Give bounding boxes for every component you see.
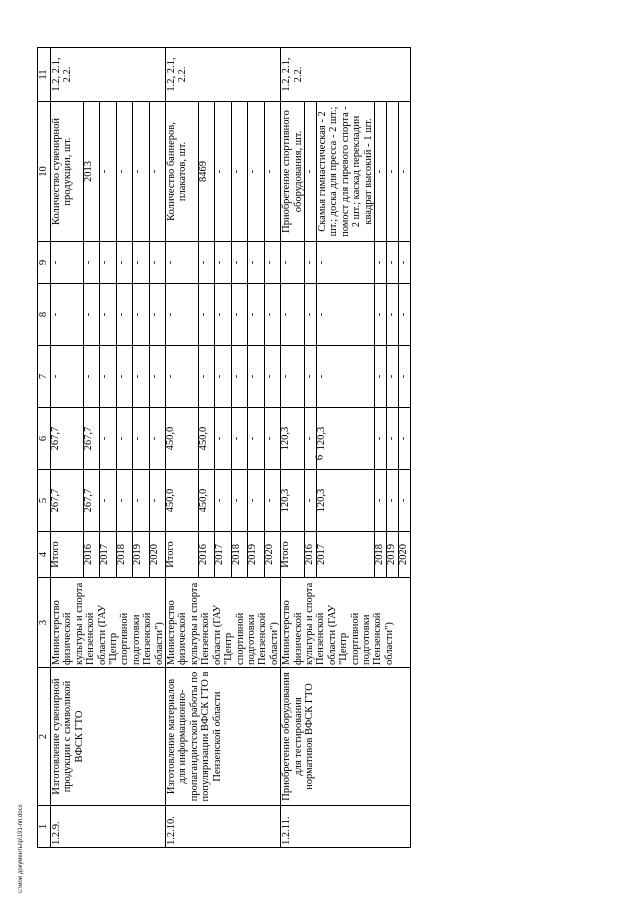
- other-sources-cell: -: [264, 242, 281, 284]
- indicator-cell: Количество сувенирной продукции, шт.: [51, 102, 84, 242]
- regional-budget-cell: 450,0: [198, 408, 214, 470]
- municipal-budget-cell: -: [281, 284, 305, 346]
- federal-budget-cell: -: [133, 346, 149, 408]
- year-cell: Итого: [51, 532, 84, 578]
- year-cell: Итого: [281, 532, 305, 578]
- total-cell: -: [398, 470, 410, 532]
- total-cell: -: [248, 470, 264, 532]
- municipal-budget-cell: -: [149, 284, 166, 346]
- federal-budget-cell: -: [116, 346, 132, 408]
- federal-budget-cell: -: [198, 346, 214, 408]
- page-number: 6: [313, 454, 326, 461]
- federal-budget-cell: -: [281, 346, 305, 408]
- year-cell: 2016: [198, 532, 214, 578]
- col-header: 2: [38, 668, 51, 806]
- regional-budget-cell: -: [133, 408, 149, 470]
- total-cell: -: [100, 470, 116, 532]
- other-sources-cell: -: [231, 242, 247, 284]
- total-cell: -: [264, 470, 281, 532]
- indicator-cell: 8469: [198, 102, 214, 242]
- total-cell: -: [116, 470, 132, 532]
- year-cell: 2017: [100, 532, 116, 578]
- regional-budget-cell: 120,3: [281, 408, 305, 470]
- indicator-cell: -: [231, 102, 247, 242]
- executor-cell: Министерство физической культуры и спорта Пензенской области (ГАУ "Центр спортивной подготовки Пензенской области"): [281, 578, 411, 668]
- table-row: [281, 48, 305, 848]
- total-cell: -: [374, 470, 386, 532]
- footer-file-path: с:\мои документы\р\191-пп.docx: [18, 804, 24, 893]
- municipal-budget-cell: -: [215, 284, 231, 346]
- other-sources-cell: -: [166, 242, 199, 284]
- municipal-budget-cell: -: [231, 284, 247, 346]
- other-sources-cell: -: [374, 242, 386, 284]
- federal-budget-cell: -: [386, 346, 398, 408]
- municipal-budget-cell: -: [100, 284, 116, 346]
- measure-number-cell: 1.2.10.: [166, 806, 281, 848]
- col-header: 9: [38, 242, 51, 284]
- measure-number-cell: 1.2.9.: [51, 806, 166, 848]
- executor-cell: Министерство физической культуры и спорта Пензенской области (ГАУ "Центр спортивной подготовки Пензенской области"): [51, 578, 166, 668]
- federal-budget-cell: -: [248, 346, 264, 408]
- header-row: [38, 48, 51, 848]
- target-indicators-cell: 1.2, 2.1, 2.2.: [51, 48, 166, 102]
- municipal-budget-cell: -: [374, 284, 386, 346]
- municipal-budget-cell: -: [133, 284, 149, 346]
- municipal-budget-cell: -: [316, 284, 374, 346]
- regional-budget-cell: -: [374, 408, 386, 470]
- col-header: 8: [38, 284, 51, 346]
- measure-name-cell: Изготовление сувенирной продукции с символикой ВФСК ГТО: [51, 668, 166, 806]
- municipal-budget-cell: -: [264, 284, 281, 346]
- regional-budget-cell: 267,7: [83, 408, 99, 470]
- federal-budget-cell: -: [83, 346, 99, 408]
- target-indicators-cell: 1.2, 2.1, 2.2.: [166, 48, 281, 102]
- indicator-cell: -: [374, 102, 386, 242]
- total-cell: 120,3: [281, 470, 305, 532]
- other-sources-cell: -: [398, 242, 410, 284]
- other-sources-cell: -: [116, 242, 132, 284]
- indicator-cell: -: [248, 102, 264, 242]
- indicator-cell: Приобретение спортивного оборудования, шт.: [281, 102, 305, 242]
- total-cell: 120,3: [316, 470, 374, 532]
- year-cell: 2020: [149, 532, 166, 578]
- federal-budget-cell: -: [304, 346, 316, 408]
- regional-budget-cell: -: [304, 408, 316, 470]
- indicator-cell: -: [149, 102, 166, 242]
- total-cell: -: [149, 470, 166, 532]
- total-cell: -: [133, 470, 149, 532]
- federal-budget-cell: -: [398, 346, 410, 408]
- year-cell: 2018: [374, 532, 386, 578]
- other-sources-cell: -: [386, 242, 398, 284]
- regional-budget-cell: -: [100, 408, 116, 470]
- municipal-budget-cell: -: [51, 284, 84, 346]
- indicator-cell: -: [133, 102, 149, 242]
- federal-budget-cell: -: [149, 346, 166, 408]
- measure-name-cell: Изготовление материалов для информационно-пропагандистской работы по популяризации ВФСК ГТО в Пензенской области: [166, 668, 281, 806]
- year-cell: 2020: [398, 532, 410, 578]
- col-header: 3: [38, 578, 51, 668]
- table-row: [51, 48, 84, 848]
- year-cell: 2020: [264, 532, 281, 578]
- other-sources-cell: -: [51, 242, 84, 284]
- regional-budget-cell: -: [215, 408, 231, 470]
- other-sources-cell: -: [100, 242, 116, 284]
- indicator-cell: -: [100, 102, 116, 242]
- rotated-table-container: [37, 48, 582, 848]
- regional-budget-cell: -: [248, 408, 264, 470]
- regional-budget-cell: 450,0: [166, 408, 199, 470]
- indicator-cell: 2013: [83, 102, 99, 242]
- indicator-cell: Скамья гимнастическая - 2 шт.; доска для пресса - 2 шт.; помост для гиревого спорта - 2 шт.; каскад перекладин квадрат высокий - 1 шт.: [316, 102, 374, 242]
- federal-budget-cell: -: [316, 346, 374, 408]
- indicator-cell: -: [398, 102, 410, 242]
- municipal-budget-cell: -: [83, 284, 99, 346]
- regional-budget-cell: 267,7: [51, 408, 84, 470]
- year-cell: 2016: [304, 532, 316, 578]
- other-sources-cell: -: [133, 242, 149, 284]
- other-sources-cell: -: [281, 242, 305, 284]
- year-cell: 2019: [133, 532, 149, 578]
- municipal-budget-cell: -: [116, 284, 132, 346]
- regional-budget-cell: -: [264, 408, 281, 470]
- total-cell: 267,7: [51, 470, 84, 532]
- total-cell: -: [304, 470, 316, 532]
- total-cell: -: [231, 470, 247, 532]
- municipal-budget-cell: -: [304, 284, 316, 346]
- regional-budget-cell: -: [386, 408, 398, 470]
- measures-table: [37, 47, 411, 848]
- indicator-cell: -: [215, 102, 231, 242]
- col-header: 7: [38, 346, 51, 408]
- measure-number-cell: 1.2.11.: [281, 806, 411, 848]
- municipal-budget-cell: -: [398, 284, 410, 346]
- municipal-budget-cell: -: [248, 284, 264, 346]
- federal-budget-cell: -: [264, 346, 281, 408]
- federal-budget-cell: -: [215, 346, 231, 408]
- indicator-cell: -: [304, 102, 316, 242]
- federal-budget-cell: -: [166, 346, 199, 408]
- table-body: [51, 48, 411, 848]
- total-cell: 267,7: [83, 470, 99, 532]
- municipal-budget-cell: -: [198, 284, 214, 346]
- total-cell: 450,0: [166, 470, 199, 532]
- table-row: [166, 48, 199, 848]
- year-cell: 2018: [231, 532, 247, 578]
- other-sources-cell: -: [215, 242, 231, 284]
- year-cell: 2018: [116, 532, 132, 578]
- year-cell: 2017: [215, 532, 231, 578]
- indicator-cell: -: [386, 102, 398, 242]
- col-header: 11: [38, 48, 51, 102]
- indicator-cell: -: [116, 102, 132, 242]
- other-sources-cell: -: [316, 242, 374, 284]
- year-cell: 2019: [386, 532, 398, 578]
- other-sources-cell: -: [304, 242, 316, 284]
- year-cell: 2016: [83, 532, 99, 578]
- year-cell: Итого: [166, 532, 199, 578]
- total-cell: -: [215, 470, 231, 532]
- other-sources-cell: -: [83, 242, 99, 284]
- indicator-cell: Количество баннеров, плакатов, шт.: [166, 102, 199, 242]
- federal-budget-cell: -: [100, 346, 116, 408]
- col-header: 6: [38, 408, 51, 470]
- federal-budget-cell: -: [51, 346, 84, 408]
- federal-budget-cell: -: [374, 346, 386, 408]
- col-header: 1: [38, 806, 51, 848]
- col-header: 10: [38, 102, 51, 242]
- year-cell: 2017: [316, 532, 374, 578]
- total-cell: 450,0: [198, 470, 214, 532]
- col-header: 4: [38, 532, 51, 578]
- municipal-budget-cell: -: [166, 284, 199, 346]
- col-header: 5: [38, 470, 51, 532]
- regional-budget-cell: -: [116, 408, 132, 470]
- other-sources-cell: -: [149, 242, 166, 284]
- other-sources-cell: -: [248, 242, 264, 284]
- target-indicators-cell: 1.2, 2.1, 2.2.: [281, 48, 411, 102]
- municipal-budget-cell: -: [386, 284, 398, 346]
- indicator-cell: -: [264, 102, 281, 242]
- executor-cell: Министерство физической культуры и спорта Пензенской области (ГАУ "Центр спортивной подготовки Пензенской области"): [166, 578, 281, 668]
- regional-budget-cell: -: [231, 408, 247, 470]
- federal-budget-cell: -: [231, 346, 247, 408]
- other-sources-cell: -: [198, 242, 214, 284]
- regional-budget-cell: -: [398, 408, 410, 470]
- total-cell: -: [386, 470, 398, 532]
- regional-budget-cell: -: [149, 408, 166, 470]
- regional-budget-cell: 120,3: [316, 408, 374, 470]
- measure-name-cell: Приобретение оборудования для тестирования нормативов ВФСК ГТО: [281, 668, 411, 806]
- year-cell: 2019: [248, 532, 264, 578]
